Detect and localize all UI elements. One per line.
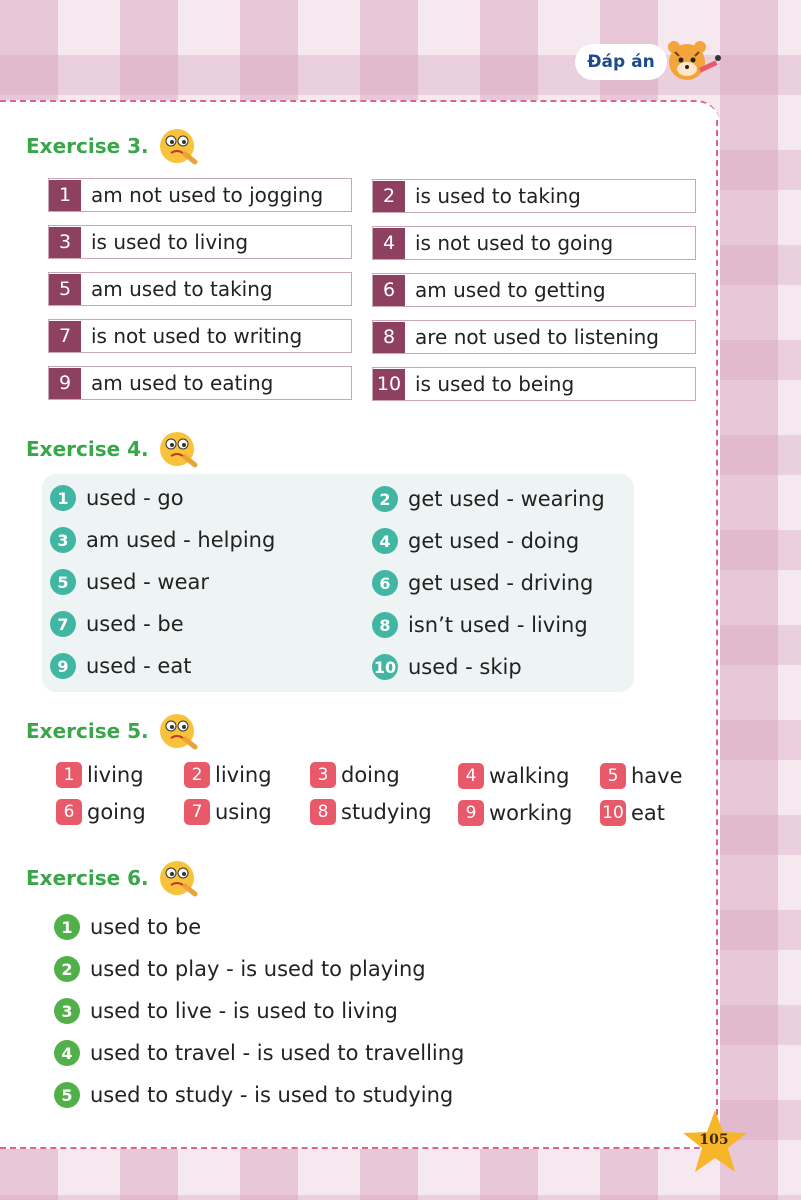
ex4-answer-1	[50, 485, 184, 511]
answer-number: 6	[56, 799, 82, 825]
ex5-answer-6	[56, 799, 146, 825]
ex4-answer-6	[372, 570, 593, 596]
answer-text: eat	[631, 801, 666, 825]
ex5-answer-9	[458, 800, 572, 826]
answer-text: using	[215, 800, 272, 824]
ex5-answer-10	[600, 800, 665, 826]
answer-number: 4	[458, 763, 484, 789]
answer-number: 7	[184, 799, 210, 825]
answer-text: used to travel - is used to travelling	[90, 1041, 465, 1065]
answer-number: 10	[372, 654, 398, 680]
answer-text: is used to taking	[415, 184, 581, 208]
answer-text: walking	[489, 764, 570, 788]
ex4-answer-9	[50, 653, 191, 679]
ex3-answer-8	[372, 320, 696, 354]
answer-text: are not used to listening	[415, 325, 659, 349]
answer-number: 9	[49, 368, 81, 399]
answer-number: 8	[372, 612, 398, 638]
answer-text: working	[489, 801, 573, 825]
answer-number: 4	[373, 228, 405, 259]
answer-key-text: Đáp án	[587, 52, 655, 72]
answer-text: doing	[341, 763, 400, 787]
answer-text: is not used to writing	[91, 324, 303, 348]
answer-number: 3	[49, 227, 81, 258]
answer-text: living	[215, 763, 272, 787]
answer-text: am used to getting	[415, 278, 606, 302]
ex4-answer-2	[372, 486, 605, 512]
answer-number: 5	[49, 274, 81, 305]
answer-number: 1	[50, 485, 76, 511]
answer-number: 10	[373, 369, 405, 400]
answer-number: 7	[50, 611, 76, 637]
answer-text: used - eat	[86, 654, 192, 678]
answer-number: 3	[50, 527, 76, 553]
answer-number: 2	[373, 181, 405, 212]
exercise-4-title-text: Exercise 4.	[26, 437, 149, 461]
answer-text: used - skip	[408, 655, 522, 679]
ex6-answer-4	[54, 1040, 464, 1066]
answer-text: am used - helping	[86, 528, 276, 552]
ex4-answer-4	[372, 528, 579, 554]
ex4-answer-8	[372, 612, 588, 638]
ex3-answer-7	[48, 319, 352, 353]
answer-number: 2	[184, 762, 210, 788]
exercise-6-title-text: Exercise 6.	[26, 866, 149, 890]
ex3-answer-2	[372, 179, 696, 213]
answer-number: 6	[372, 570, 398, 596]
ex4-answer-7	[50, 611, 184, 637]
ex5-answer-4	[458, 763, 570, 789]
answer-text: get used - doing	[408, 529, 580, 553]
answer-number: 1	[49, 180, 81, 211]
thinking-face-icon	[157, 711, 201, 751]
ex5-answer-2	[184, 762, 272, 788]
answer-text: am used to eating	[91, 371, 274, 395]
answer-number: 10	[600, 800, 626, 826]
ex5-answer-1	[56, 762, 144, 788]
answer-text: used to be	[90, 915, 202, 939]
answer-number: 4	[54, 1040, 80, 1066]
ex4-answer-5	[50, 569, 209, 595]
answer-text: used - go	[86, 486, 184, 510]
answer-text: going	[87, 800, 146, 824]
ex3-answer-9	[48, 366, 352, 400]
answer-number: 2	[54, 956, 80, 982]
answer-key-label	[575, 44, 667, 80]
ex5-answer-7	[184, 799, 272, 825]
ex5-answer-3	[310, 762, 400, 788]
answer-number: 3	[310, 762, 336, 788]
exercise-3-title-text: Exercise 3.	[26, 134, 149, 158]
ex5-answer-5	[600, 763, 683, 789]
answer-number: 2	[372, 486, 398, 512]
answer-text: have	[631, 764, 683, 788]
ex3-answer-3	[48, 225, 352, 259]
page-number: 105	[699, 1132, 729, 1148]
answer-number: 5	[600, 763, 626, 789]
exercise-4-title	[26, 429, 201, 469]
answer-text: used to study - is used to studying	[90, 1083, 454, 1107]
answer-number: 5	[54, 1082, 80, 1108]
answer-number: 3	[54, 998, 80, 1024]
ex3-answer-10	[372, 367, 696, 401]
answer-number: 5	[50, 569, 76, 595]
exercise-5-title-text: Exercise 5.	[26, 719, 149, 743]
answer-text: isn’t used - living	[408, 613, 588, 637]
answer-text: is not used to going	[415, 231, 614, 255]
answer-number: 9	[50, 653, 76, 679]
answer-text: is used to living	[91, 230, 249, 254]
ex6-answer-3	[54, 998, 398, 1024]
thinking-face-icon	[157, 126, 201, 166]
answer-text: living	[87, 763, 144, 787]
answer-text: get used - wearing	[408, 487, 605, 511]
sheet-dashed-edge	[716, 120, 718, 1125]
ex3-answer-1	[48, 178, 352, 212]
answer-number: 9	[458, 800, 484, 826]
answer-text: used to play - is used to playing	[90, 957, 426, 981]
answer-text: used - wear	[86, 570, 210, 594]
thinking-face-icon	[157, 429, 201, 469]
answer-text: is used to being	[415, 372, 575, 396]
ex3-answer-4	[372, 226, 696, 260]
answer-number: 4	[372, 528, 398, 554]
answer-text: get used - driving	[408, 571, 594, 595]
ex6-answer-5	[54, 1082, 453, 1108]
answer-number: 6	[373, 275, 405, 306]
ex4-answer-10	[372, 654, 522, 680]
answer-number: 1	[54, 914, 80, 940]
exercise-5-title	[26, 711, 201, 751]
exercise-3-title	[26, 126, 201, 166]
answer-number: 1	[56, 762, 82, 788]
exercise-6-title	[26, 858, 201, 898]
tiger-mascot-icon	[665, 36, 725, 88]
ex4-answer-3	[50, 527, 275, 553]
answer-number: 8	[373, 322, 405, 353]
answer-text: am not used to jogging	[91, 183, 324, 207]
ex6-answer-1	[54, 914, 201, 940]
answer-number: 7	[49, 321, 81, 352]
answer-text: used - be	[86, 612, 184, 636]
answer-text: am used to taking	[91, 277, 273, 301]
answer-number: 8	[310, 799, 336, 825]
answer-text: used to live - is used to living	[90, 999, 398, 1023]
ex3-answer-6	[372, 273, 696, 307]
answer-text: studying	[341, 800, 432, 824]
ex5-answer-8	[310, 799, 432, 825]
ex6-answer-2	[54, 956, 426, 982]
ex3-answer-5	[48, 272, 352, 306]
thinking-face-icon	[157, 858, 201, 898]
